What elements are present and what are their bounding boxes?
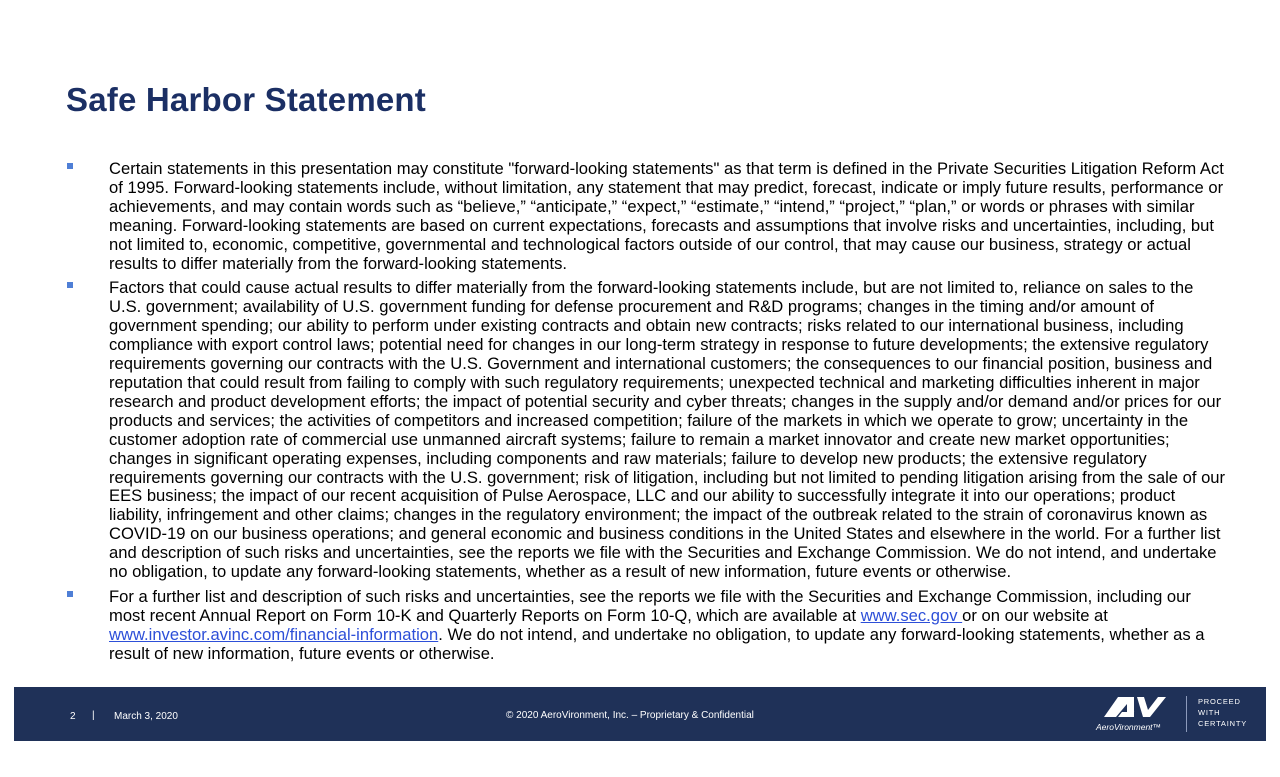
logo-name: AeroVironment™ <box>1096 722 1162 732</box>
square-bullet-icon <box>67 163 73 169</box>
bullet-text-part: For a further list and description of such risks and uncertainties, see the reports we file with the Securities and Exchange Commission, including our most recent Annual Report on Form 10-K and Quarterly Reports on Form 10-Q, which are available at <box>109 586 1191 625</box>
footer-bar <box>14 687 1266 741</box>
bullet-text: Factors that could cause actual results to differ materially from the forward-looking statements include, but are not limited to, reliance on sales to the U.S. government; availability of U.S. government funding for defense procurement and R&D programs; changes in the timing and/or amount of government spending; our ability to perform under existing contracts and obtain new contracts; risks related to our international business, including compliance with export control laws; potential need for changes in our long-term strategy in response to future developments; the extensive regulatory requirements governing our contracts with the U.S. Government and international customers; the consequences to our financial position, business and reputation that could result from failing to comply with such regulatory requirements; unexpected technical and marketing difficulties inherent in major research and product development efforts; the impact of potential security and cyber threats; changes in the supply and/or demand and/or prices for our products and services; the activities of competitors and increased competition; failure of the markets in which we operate to grow; uncertainty in the customer adoption rate of commercial use unmanned aircraft systems; failure to remain a market innovator and create new market opportunities; changes in significant operating expenses, including components and raw materials; failure to develop new products; the extensive regulatory requirements governing our contracts with the U.S. government; risk of litigation, including but not limited to pending litigation arising from the sale of our EES business; the impact of our recent acquisition of Pulse Aerospace, LLC and our ability to successfully integrate it into our operations; product liability, infringement and other claims; changes in the regulatory environment; the impact of the outbreak related to the strain of coronavirus known as COVID-19 on our business operations; and general economic and business conditions in the United States and elsewhere in the world. For a further list and description of such risks and uncertainties, see the reports we file with the Securities and Exchange Commission. We do not intend, and undertake no obligation, to update any forward-looking statements, whether as a result of new information, future events or otherwise. <box>109 278 1226 582</box>
tagline-line: CERTAINTY <box>1198 719 1248 728</box>
bullet-item <box>66 279 1226 582</box>
footer-copyright: © 2020 AeroVironment, Inc. – Proprietary & Confidential <box>506 710 754 721</box>
page-number: 2 <box>70 711 76 722</box>
investor-link[interactable]: www.investor.avinc.com/financial-information <box>109 624 439 644</box>
av-logo-icon <box>1104 695 1168 719</box>
sec-link[interactable]: www.sec.gov <box>860 605 963 625</box>
square-bullet-icon <box>67 591 73 597</box>
tagline-line: PROCEED <box>1198 697 1241 706</box>
bullet-item <box>66 588 1226 664</box>
bullet-list <box>66 160 1226 670</box>
slide-title: Safe Harbor Statement <box>66 81 426 118</box>
logo-divider <box>1186 696 1187 732</box>
bullet-text-part: or on our website at <box>962 605 1108 625</box>
tagline-line: WITH <box>1198 708 1221 717</box>
logo-text: AV <box>1133 712 1135 713</box>
aerovironment-logo <box>1096 695 1166 735</box>
bullet-text: Certain statements in this presentation may constitute "forward-looking statements" as that term is defined in the Private Securities Litigation Reform Act of 1995. Forward-looking statements include, without limitation, any statement that may predict, forecast, indicate or imply future results, performance or achievements, and may contain words such as “believe,” “anticipate,” “expect,” “estimate,” “intend,” “project,” “plan,” or words or phrases with similar meaning. Forward-looking statements are based on current expectations, forecasts and assumptions that involve risks and uncertainties, including, but not limited to, economic, competitive, governmental and technological factors outside of our control, that may cause our business, strategy or actual results to differ materially from the forward-looking statements. <box>109 159 1224 273</box>
tagline <box>1198 696 1258 729</box>
bullet-text-part: . We do not intend, and undertake no obligation, to update any forward-looking statements, whether as a result of new information, future events or otherwise. <box>109 624 1205 663</box>
footer-date: March 3, 2020 <box>114 711 178 722</box>
footer-separator: | <box>92 710 95 721</box>
bullet-item <box>66 160 1226 273</box>
square-bullet-icon <box>67 282 73 288</box>
